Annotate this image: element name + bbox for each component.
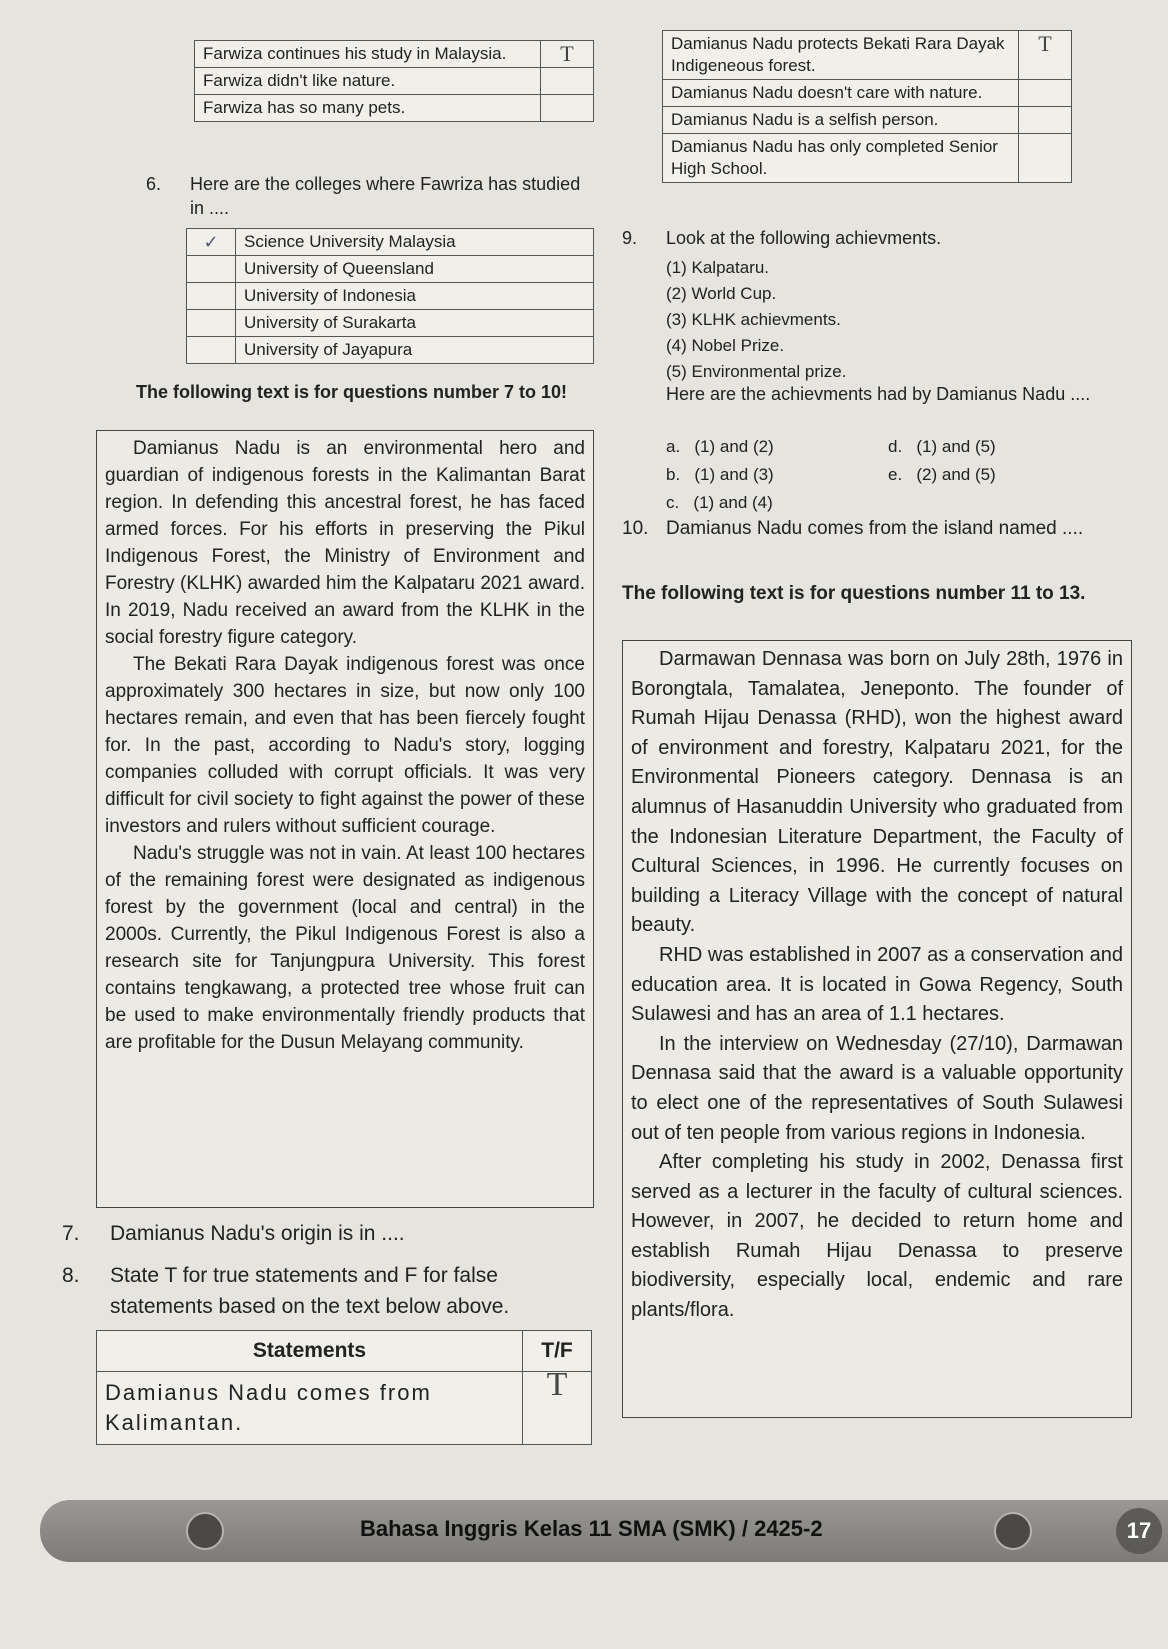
question-10 [622,514,1110,543]
q8-statement-table [96,1330,592,1445]
passage-2-intro: The following text is for questions number 11 to 13. [622,583,1086,604]
page-footer [40,1500,1168,1562]
question-8 [62,1260,602,1322]
statement-cell: Farwiza has so many pets. [195,95,541,122]
option-letter: c. [666,493,680,512]
college-name: University of Surakarta [236,310,594,337]
question-text: State T for true statements and F for false statements based on the text below above. [110,1264,510,1318]
check-mark[interactable] [187,283,236,310]
statement-cell: Damianus Nadu protects Bekati Rara Dayak Indigeneous forest. [663,31,1019,80]
table-row [195,41,594,68]
option-text: (1) and (3) [694,465,774,484]
farwiza-statement-table [194,40,594,122]
statements-header: Statements [97,1331,523,1372]
statement-cell: Farwiza continues his study in Malaysia. [195,41,541,68]
option-letter: a. [666,437,681,456]
option-e[interactable] [888,464,996,486]
achievement-item: (4) Nobel Prize. [666,336,785,355]
college-name: University of Indonesia [236,283,594,310]
tf-answer[interactable] [1019,80,1072,107]
college-name: University of Queensland [236,256,594,283]
option-text: (1) and (2) [694,437,774,456]
option-a[interactable] [666,436,774,458]
question-6 [146,172,596,220]
table-row [187,283,594,310]
table-row [195,95,594,122]
tf-answer[interactable]: T [523,1372,592,1445]
option-d[interactable] [888,436,996,458]
question-text: Damianus Nadu comes from the island named .... [666,518,1084,539]
option-text: (1) and (4) [693,493,773,512]
tf-answer[interactable] [541,95,594,122]
passage-paragraph: After completing his study in 2002, Denassa first served as a lecturer in the faculty of cultural sciences. However, in 2007, he decided to return home and establish Rumah Hijau Denassa to preserve biodiversity, especially local, endemic and rare plants/flora. [631,1151,1123,1322]
tf-answer[interactable]: T [1019,31,1072,80]
footer-dot-left [186,1512,224,1550]
achievement-item: (3) KLHK achievments. [666,310,841,329]
footer-title: Bahasa Inggris Kelas 11 SMA (SMK) / 2425-2 [360,1516,823,1541]
option-letter: e. [888,465,903,484]
table-row [663,107,1072,134]
college-name: University of Jayapura [236,337,594,364]
check-mark[interactable] [187,337,236,364]
college-name: Science University Malaysia [236,229,594,256]
question-number: 7. [62,1222,80,1245]
table-row [187,310,594,337]
question-text: Look at the following achievments. [666,228,942,248]
question-text: Damianus Nadu's origin is in .... [110,1222,405,1245]
tf-header: T/F [523,1331,592,1372]
tf-answer[interactable] [1019,134,1072,183]
option-text: (1) and (5) [916,437,996,456]
table-row [663,134,1072,183]
question-9-stem: Here are the achievments had by Damianus Nadu .... [666,384,1091,404]
tf-answer[interactable]: T [541,41,594,68]
option-letter: b. [666,465,681,484]
passage-paragraph: Nadu's struggle was not in vain. At least 100 hectares of the remaining forest were designated as indigenous forest by the government (local and central) in the 2000s. Currently, the Pikul Indigenous Forest is also a research site for Tanjungpura University. This forest contains tengkawang, a protected tree whose fruit can be used to make environmentally friendly products that are profitable for the Dusun Melayang community. [105,843,585,1053]
statement-cell: Farwiza didn't like nature. [195,68,541,95]
table-row [97,1372,592,1445]
table-row [187,256,594,283]
question-7 [62,1222,602,1246]
footer-dot-right [994,1512,1032,1550]
question-number: 9. [622,228,638,248]
option-c[interactable] [666,492,773,514]
passage-2 [622,640,1132,1418]
page-number: 17 [1116,1508,1162,1554]
tf-answer[interactable] [1019,107,1072,134]
achievement-item: (1) Kalpataru. [666,258,769,277]
question-9 [622,226,1062,250]
passage-1-intro: The following text is for questions number 7 to 10! [136,382,568,402]
option-letter: d. [888,437,903,456]
statement-cell: Damianus Nadu comes from Kalimantan. [97,1372,523,1445]
table-row [187,337,594,364]
check-mark[interactable] [187,256,236,283]
tf-answer[interactable] [541,68,594,95]
table-header-row [97,1331,592,1372]
check-mark[interactable] [187,310,236,337]
table-row [195,68,594,95]
table-row [663,31,1072,80]
statement-cell: Damianus Nadu is a selfish person. [663,107,1019,134]
passage-paragraph: In the interview on Wednesday (27/10), Darmawan Dennasa said that the award is a valuable opportunity to elect one of the representatives of South Sulawesi out of ten people from various regions in Indonesia. [631,1032,1123,1144]
statement-cell: Damianus Nadu has only completed Senior High School. [663,134,1019,183]
table-row [187,229,594,256]
passage-paragraph: Darmawan Dennasa was born on July 28th, 1976 in Borongtala, Tamalatea, Jeneponto. The founder of Rumah Hijau Denassa (RHD), won the highest award of environment and forestry, Kalpataru 2021, for the Environmental Pioneers category. Dennasa is an alumnus of Hasanuddin University who graduated from the Indonesian Literature Department, the Faculty of Cultural Sciences, in 1996. He currently focuses on building a Literacy Village with the concept of natural beauty. [631,648,1123,937]
statement-cell: Damianus Nadu doesn't care with nature. [663,80,1019,107]
question-text: Here are the colleges where Fawriza has studied in .... [190,174,581,218]
achievement-item: (2) World Cup. [666,284,777,303]
passage-paragraph: The Bekati Rara Dayak indigenous forest was once approximately 300 hectares in size, but now only 100 hectares remain, and even that has been fiercely fought for. In the past, according to Nadu's story, logging companies colluded with corrupt officials. It was very difficult for civil society to fight against the power of these investors and rulers without sufficient courage. [105,654,585,837]
passage-1 [96,430,594,1208]
option-text: (2) and (5) [916,465,996,484]
table-row [663,80,1072,107]
question-number: 8. [62,1264,80,1287]
passage-paragraph: RHD was established in 2007 as a conservation and education area. It is located in Gowa Regency, South Sulawesi and has an area of 1.1 hectares. [631,943,1123,1026]
question-number: 6. [146,174,162,194]
option-b[interactable] [666,464,774,486]
passage-paragraph: Damianus Nadu is an environmental hero and guardian of indigenous forests in the Kalimantan Barat region. In defending this ancestral forest, he has faced armed forces. For his efforts in preserving the Pikul Indigenous Forest, the Ministry of Environment and Forestry (KLHK) awarded him the Kalpataru 2021 award. In 2019, Nadu received an award from the KLHK in the social forestry figure category. [105,438,585,648]
damianus-statement-table [662,30,1072,183]
colleges-table [186,228,594,364]
achievement-item: (5) Environmental prize. [666,362,847,381]
check-mark[interactable]: ✓ [187,229,236,256]
question-number: 10. [622,518,649,539]
